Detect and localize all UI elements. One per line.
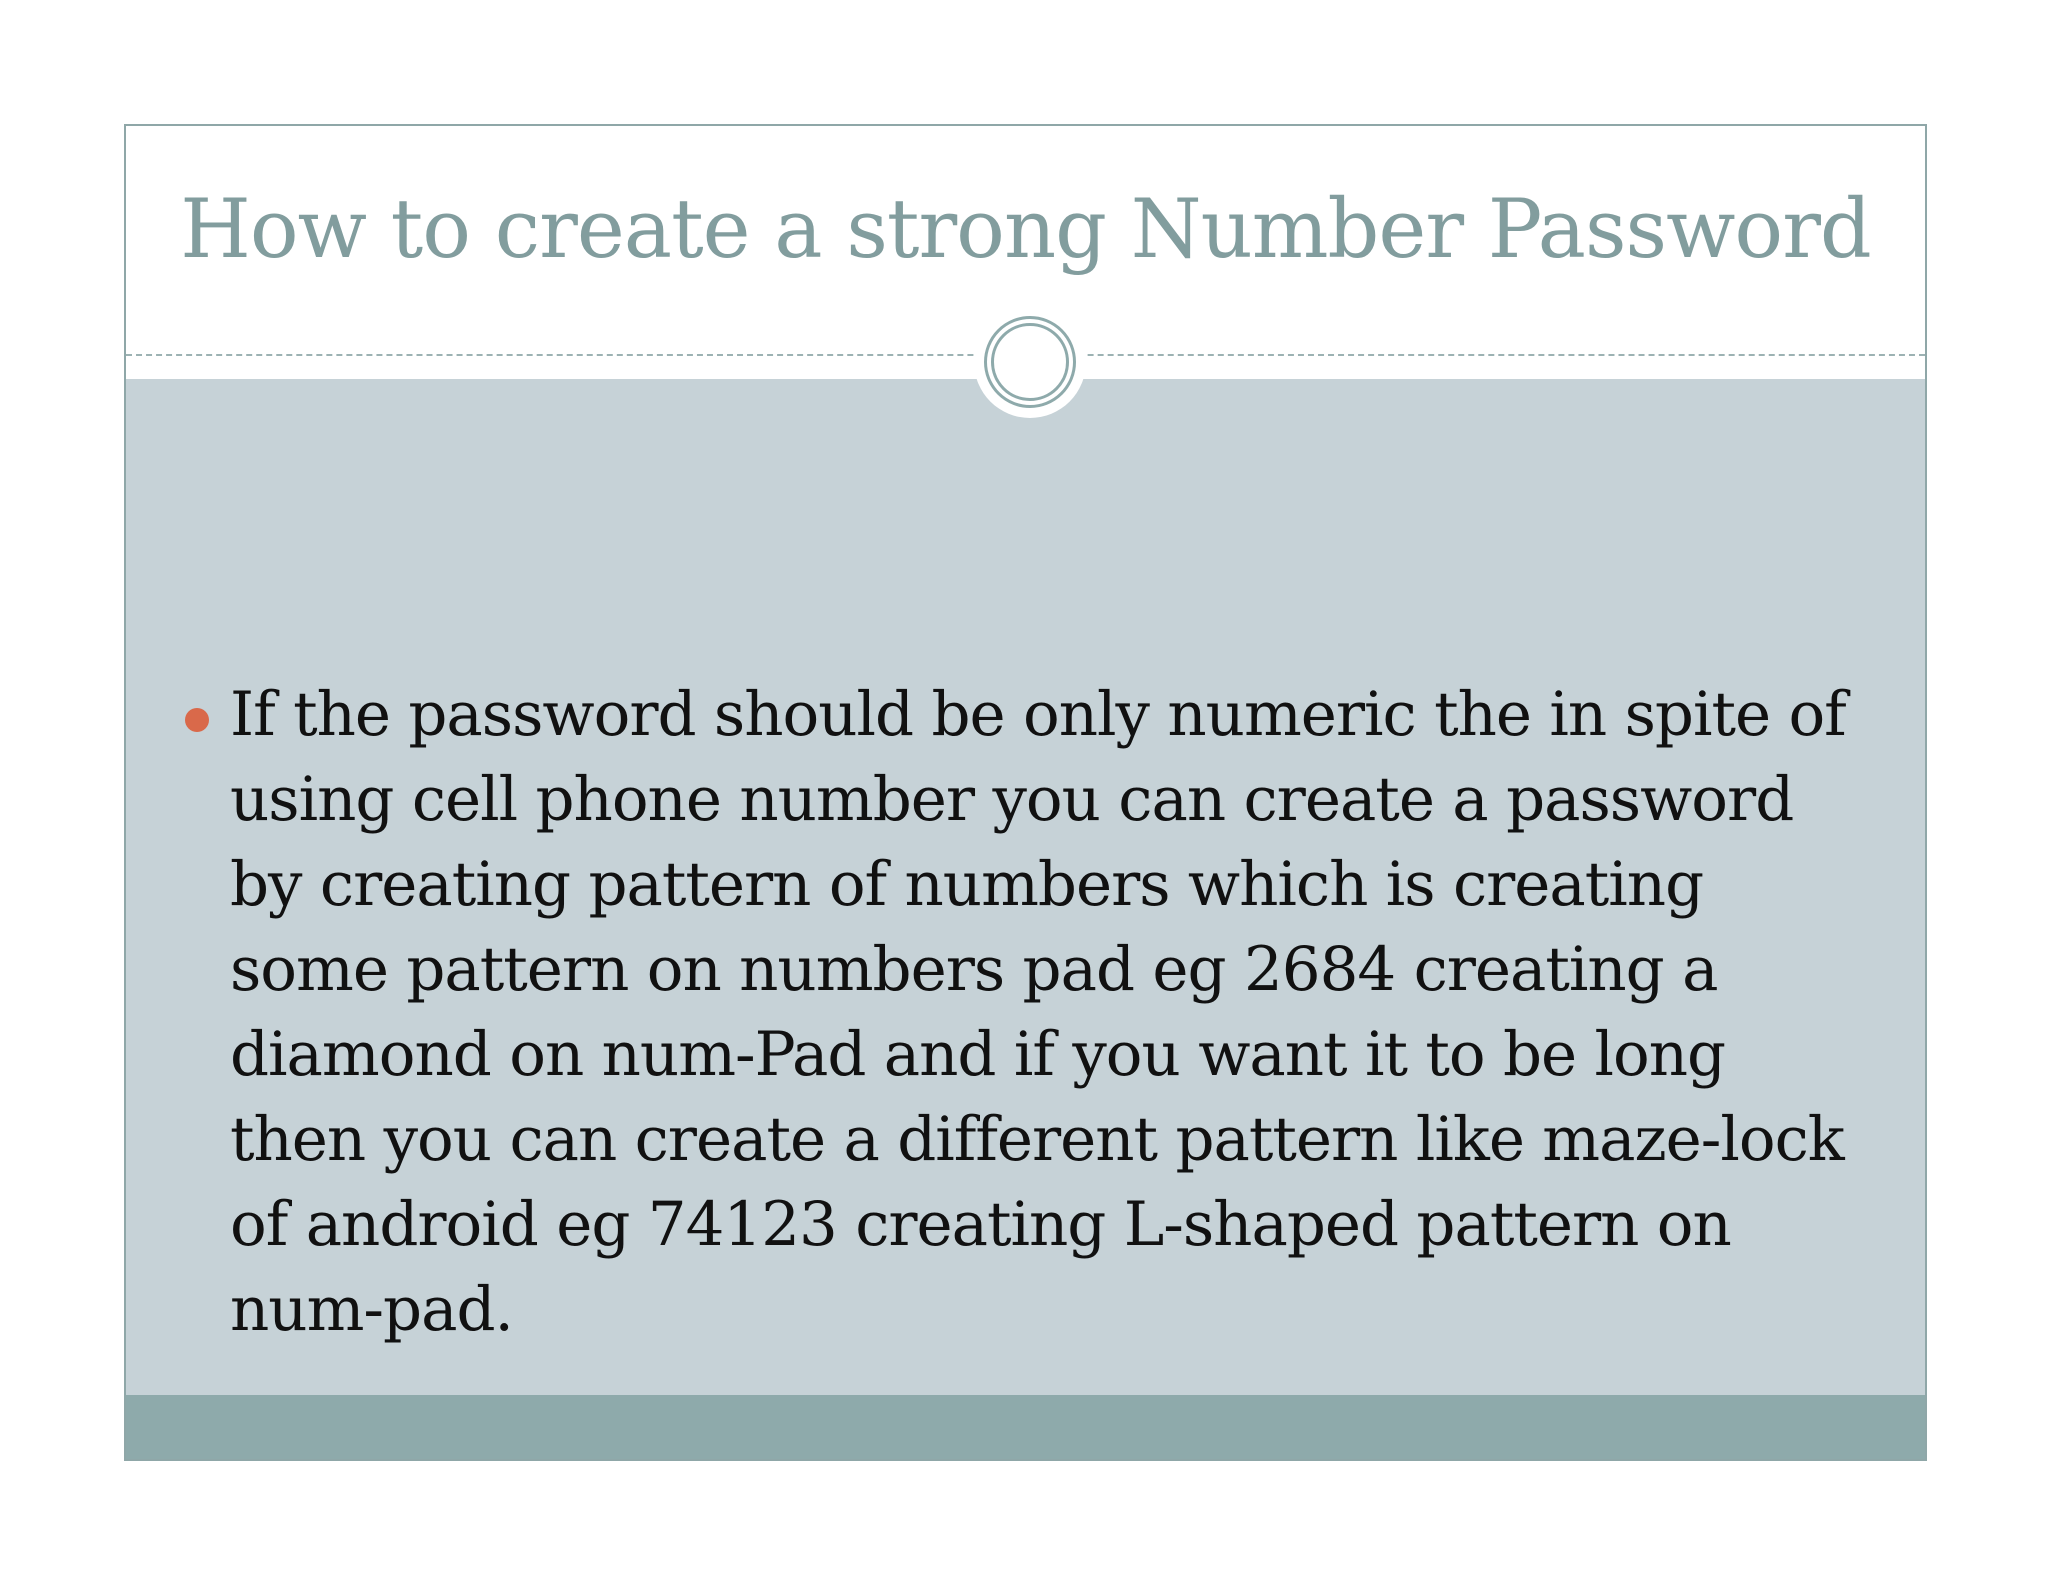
- footer-band: [126, 1395, 1925, 1459]
- round-bullet-icon: [185, 708, 209, 732]
- content-area: [126, 379, 1925, 1397]
- slide: [124, 124, 1927, 1461]
- double-ring-medallion-icon: [974, 306, 1086, 418]
- medallion-inner-ring: [991, 323, 1069, 401]
- slide-title: How to create a strong Number Password: [180, 183, 1871, 277]
- bullet-text: If the password should be only numeric the in spite of using cell phone number you can create a password by creating pattern of numbers which is creating some pattern on numbers pad eg 2684 creating a diamond on num-Pad and if you want it to be long then you can create a different pattern like maze-lock of android eg 74123 creating L-shaped pattern on num-pad.: [230, 679, 1846, 1345]
- bullet-item: [174, 672, 1874, 1352]
- bullet-list: [174, 672, 1874, 1352]
